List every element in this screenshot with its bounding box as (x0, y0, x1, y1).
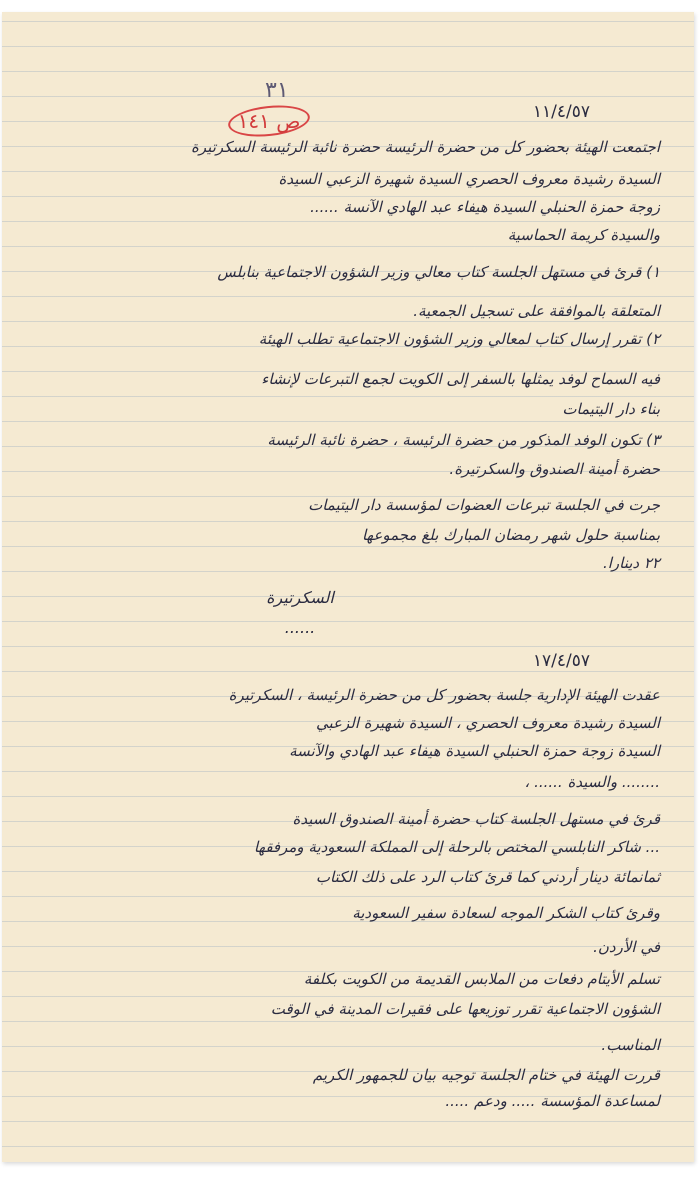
entry1-line: زوجة حمزة الحنبلي السيدة هيفاء عبد الهادي الآنسة ...... (310, 198, 660, 216)
entry1-line: جرت في الجلسة تبرعات العضوات لمؤسسة دار اليتيمات (308, 496, 660, 514)
entry2-date: ١٧/٤/٥٧ (532, 651, 590, 671)
entry2-line: السيدة رشيدة معروف الحصري ، السيدة شهيرة الزعبي (316, 714, 660, 732)
entry1-line: المتعلقة بالموافقة على تسجيل الجمعية. (413, 302, 660, 320)
entry2-line: ... شاكر النابلسي المختص بالرحلة إلى المملكة السعودية ومرفقها (253, 838, 660, 856)
entry1-line: السيدة رشيدة معروف الحصري السيدة شهيرة الزعبي السيدة (278, 170, 660, 188)
entry1-line: بمناسبة حلول شهر رمضان المبارك بلغ مجموعها (361, 526, 660, 544)
entry1-line: ٢٢ دينارا. (602, 554, 660, 572)
entry1-line: ١) قرئ في مستهل الجلسة كتاب معالي وزير الشؤون الاجتماعية بنابلس (217, 263, 660, 281)
entry2-line: قرئ في مستهل الجلسة كتاب حضرة أمينة الصندوق السيدة (292, 810, 660, 828)
reference-mark (228, 106, 310, 136)
entry2-line: وقرئ كتاب الشكر الموجه لسعادة سفير السعودية (352, 904, 660, 922)
secretary-title: السكرتيرة (266, 588, 334, 607)
entry2-line: ثمانمائة دينار أردني كما قرئ كتاب الرد على ذلك الكتاب (315, 868, 660, 886)
entry2-line: ........ والسيدة ...... ، (524, 773, 660, 791)
entry2-line: لمساعدة المؤسسة ..... ودعم ..... (445, 1092, 660, 1110)
entry1-line: حضرة أمينة الصندوق والسكرتيرة. (449, 460, 660, 478)
entry1-line: ٣) تكون الوفد المذكور من حضرة الرئيسة ، حضرة نائبة الرئيسة (267, 431, 660, 449)
entry2-line: المناسب. (601, 1036, 660, 1054)
entry2-line: السيدة زوجة حمزة الحنبلي السيدة هيفاء عبد الهادي والآنسة (289, 742, 660, 760)
entry1-line: اجتمعت الهيئة بحضور كل من حضرة الرئيسة حضرة نائبة الرئيسة السكرتيرة (191, 138, 660, 156)
entry1-line: بناء دار اليتيمات (562, 400, 660, 418)
page-number: ٣١ (265, 78, 289, 103)
entry2-line: قررت الهيئة في ختام الجلسة توجيه بيان للجمهور الكريم (312, 1066, 660, 1084)
entry1-line: فيه السماح لوفد يمثلها بالسفر إلى الكويت لجمع التبرعات لإنشاء (261, 370, 660, 388)
entry2-line: في الأردن. (593, 938, 660, 956)
secretary-signature: ...... (284, 618, 316, 637)
reference-mark-text: ص ١٤١ (237, 109, 301, 133)
entry1-date: ١١/٤/٥٧ (532, 102, 590, 122)
entry2-line: عقدت الهيئة الإدارية جلسة بحضور كل من حضرة الرئيسة ، السكرتيرة (228, 686, 660, 704)
entry2-line: الشؤون الاجتماعية تقرر توزيعها على فقيرات المدينة في الوقت (270, 1000, 660, 1018)
entry2-line: تسلم الأيتام دفعات من الملابس القديمة من الكويت بكلفة (303, 970, 660, 988)
entry1-line: والسيدة كريمة الحماسية (507, 226, 660, 244)
entry1-line: ٢) تقرر إرسال كتاب لمعالي وزير الشؤون الاجتماعية تطلب الهيئة (258, 330, 660, 348)
